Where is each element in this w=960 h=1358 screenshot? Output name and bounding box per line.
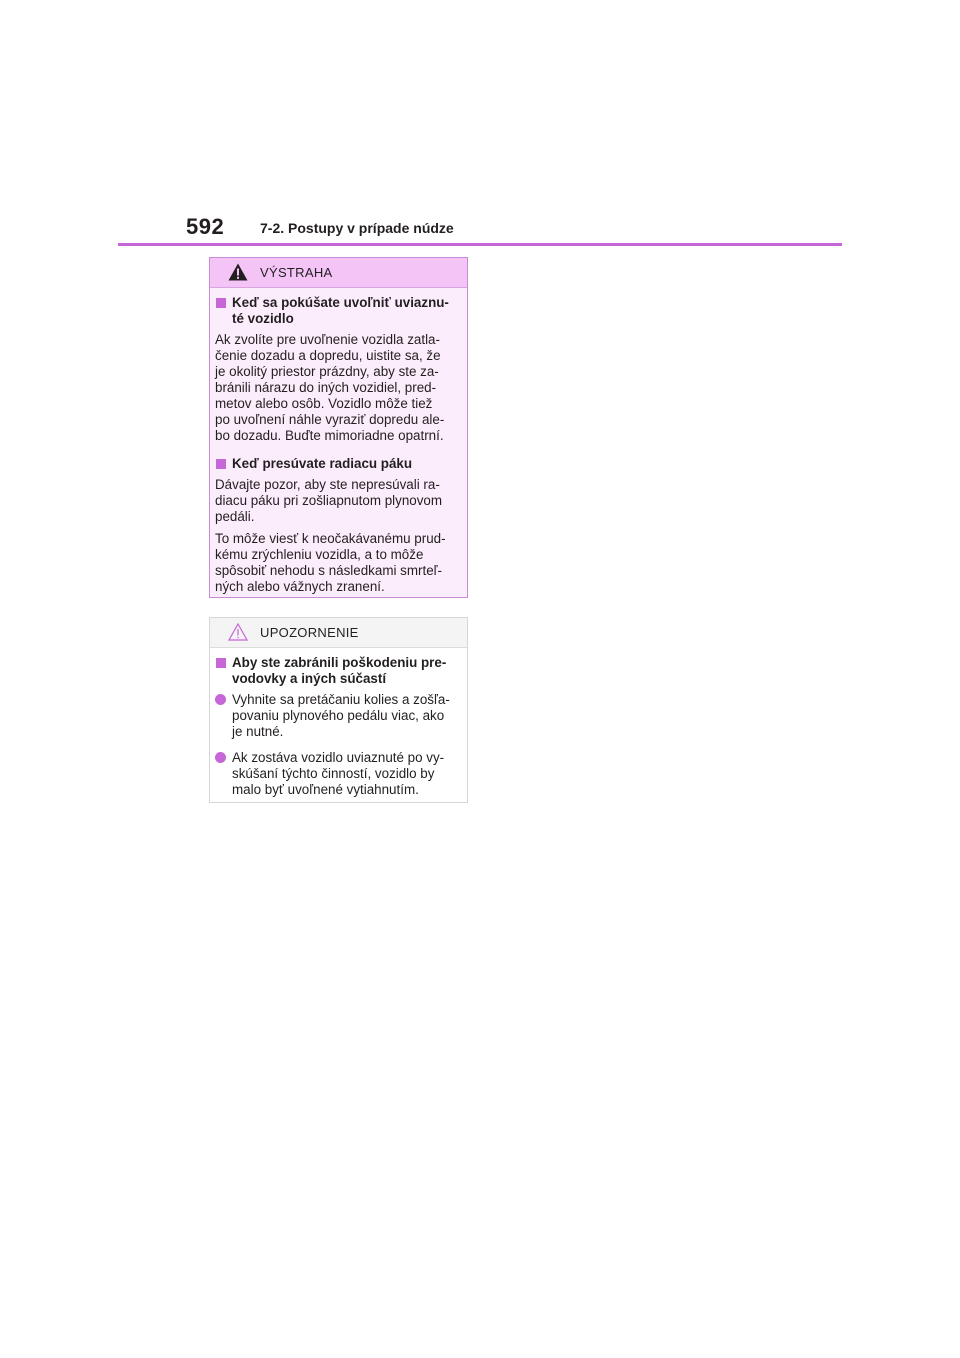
text-line: Dávajte pozor, aby ste nepresúvali ra- [215, 477, 440, 492]
text-line: spôsobiť nehodu s následkami smrteľ- [215, 563, 443, 578]
caution-body [210, 648, 467, 798]
round-bullet-icon [215, 694, 226, 705]
caution-triangle-icon [228, 623, 248, 641]
text-line: je okolitý priestor prázdny, aby ste za- [215, 364, 439, 379]
text-line: kému zrýchleniu vozidla, a to môže [215, 547, 424, 562]
text-line: To môže viesť k neočakávanému prud- [215, 531, 446, 546]
caution-item-title [215, 655, 462, 687]
square-bullet-icon [216, 298, 226, 308]
text-line: je nutné. [232, 724, 284, 739]
title-line: té vozidlo [232, 311, 294, 326]
caution-bullet [215, 692, 462, 740]
title-line: Keď sa pokúšate uvoľniť uviaznu- [232, 295, 449, 310]
title-line: vodovky a iných súčastí [232, 671, 387, 686]
caution-bullet [215, 750, 462, 798]
title-line: Aby ste zabránili poškodeniu pre- [232, 655, 447, 670]
warning-triangle-icon [228, 263, 248, 281]
warning-paragraph [215, 531, 462, 595]
page-number: 592 [186, 214, 225, 239]
square-bullet-icon [216, 459, 226, 469]
text-line: pedáli. [215, 509, 255, 524]
warning-item-title [215, 295, 462, 327]
warning-body [210, 288, 467, 595]
header-rule [118, 243, 842, 246]
warning-paragraph [215, 477, 462, 525]
text-line: malo byť uvoľnené vytiahnutím. [232, 782, 419, 797]
text-line: metov alebo osôb. Vozidlo môže tiež [215, 396, 433, 411]
text-line: ných alebo vážnych zranení. [215, 579, 385, 594]
round-bullet-icon [215, 752, 226, 763]
text-line: bránili nárazu do iných vozidiel, pred- [215, 380, 437, 395]
text-line: po uvoľnení náhle vyraziť dopredu ale- [215, 412, 445, 427]
warning-header [210, 258, 467, 288]
caution-box [209, 617, 468, 803]
warning-paragraph [215, 332, 462, 444]
caution-header [210, 618, 467, 648]
text-line: skúšaní týchto činností, vozidlo by [232, 766, 435, 781]
text-line: bo dozadu. Buďte mimoriadne opatrní. [215, 428, 444, 443]
warning-item-title [215, 456, 462, 472]
text-line: Ak zvolíte pre uvoľnenie vozidla zatla- [215, 332, 440, 347]
text-line: diacu páku pri zošliapnutom plynovom [215, 493, 443, 508]
section-title: 7-2. Postupy v prípade núdze [260, 220, 454, 236]
warning-box [209, 257, 468, 598]
square-bullet-icon [216, 658, 226, 668]
caution-label: UPOZORNENIE [260, 625, 359, 640]
text-line: povaniu plynového pedálu viac, ako [232, 708, 445, 723]
warning-label: VÝSTRAHA [260, 265, 333, 280]
text-line: čenie dozadu a dopredu, uistite sa, že [215, 348, 441, 363]
text-line: Ak zostáva vozidlo uviaznuté po vy- [232, 750, 445, 765]
title-line: Keď presúvate radiacu páku [232, 456, 413, 471]
text-line: Vyhnite sa pretáčaniu kolies a zošľa- [232, 692, 450, 707]
